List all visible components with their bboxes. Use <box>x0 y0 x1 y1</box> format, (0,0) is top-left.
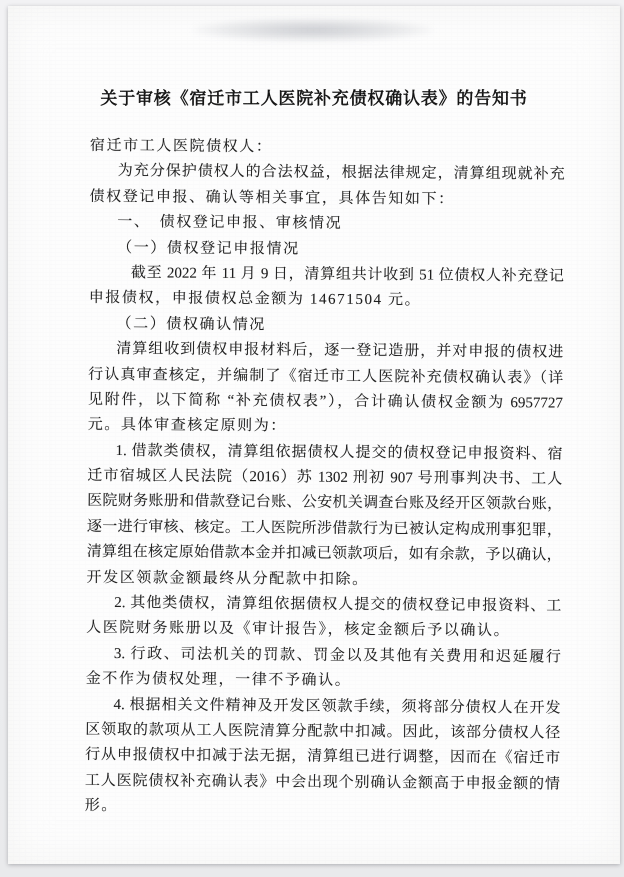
scan-smudge-artifact <box>193 18 433 42</box>
text-line: 一、 债权登记申报、审核情况 <box>117 214 343 232</box>
text-line: 行认真审查核定，并编制了《宿迁市工人医院补充债权确认表》（详 <box>88 366 564 387</box>
text-line: 形。 <box>84 797 119 815</box>
text-line: 区领取的款项从工人医院清算分配款中扣减。因此，该部分债权人径 <box>85 721 561 742</box>
text-line: 行从申报债权中扣减于法无据，清算组已进行调整，因而在《宿迁市 <box>85 747 561 767</box>
text-line: 申报债权，申报债权总金额为 14671504 元。 <box>88 290 422 309</box>
text-line: 债权登记申报、确认等相关事宜，具体告知如下： <box>89 188 455 208</box>
document-body <box>3 133 620 823</box>
text-line: 为充分保护债权人的合法权益，根据法律规定，清算组现就补充 <box>117 163 565 183</box>
text-line: 4. 根据相关文件精神及开发区领款手续，须将部分债权人在开发 <box>113 696 561 717</box>
text-line: 1. 借款类债权，清算组依据债权人提交的债权登记申报资料、宿 <box>115 442 563 463</box>
text-line: 截至 2022 年 11 月 9 日，清算组共计收到 51 位债权人补充登记 <box>130 265 564 285</box>
document-title: 关于审核《宿迁市工人医院补充债权确认表》的告知书 <box>100 89 528 108</box>
text-line: 医院财务账册和借款登记台账、公安机关调查台账及经开区领款台账， <box>87 493 563 514</box>
text-line: 工人医院债权补充确认表》中会出现个别确认金额高于申报金额的情 <box>84 772 560 793</box>
text-line: 清算组在核定原始借款本金并扣减已领款项后，如有余款，予以确认， <box>86 544 562 564</box>
text-line: 3. 行政、司法机关的罚款、罚金以及其他有关费用和迟延履行 <box>113 645 561 666</box>
text-line: 2. 其他类债权，清算组依据债权人提交的债权登记申报资料、工 <box>114 595 562 615</box>
text-line: 金不作为债权处理，一律不予确认。 <box>85 671 352 690</box>
text-line: 宿迁市工人医院债权人： <box>89 137 273 156</box>
text-line: （一）债权登记申报情况 <box>117 239 300 258</box>
text-line: 人医院财务账册以及《审计报告》，核定金额后予以确认。 <box>86 620 511 640</box>
text-line: 元。具体审查核定原则为： <box>87 417 287 435</box>
text-line: 见附件，以下简称 “补充债权表”），合计确认债权金额为 6957727 <box>87 391 563 412</box>
text-line: 开发区领款金额最终从分配款中扣除。 <box>86 569 369 588</box>
text-line: 逐一进行审核、核定。工人医院所涉借款行为已被认定构成刑事犯罪， <box>86 518 562 539</box>
document-page <box>8 6 620 864</box>
text-line: 清算组收到债权申报材料后，逐一登记造册，并对申报的债权进 <box>116 341 564 361</box>
text-line: （二）债权确认情况 <box>116 315 266 333</box>
text-line: 迁市宿城区人民法院（2016）苏 1302 刑初 907 号刑事判决书、工人 <box>87 467 563 488</box>
